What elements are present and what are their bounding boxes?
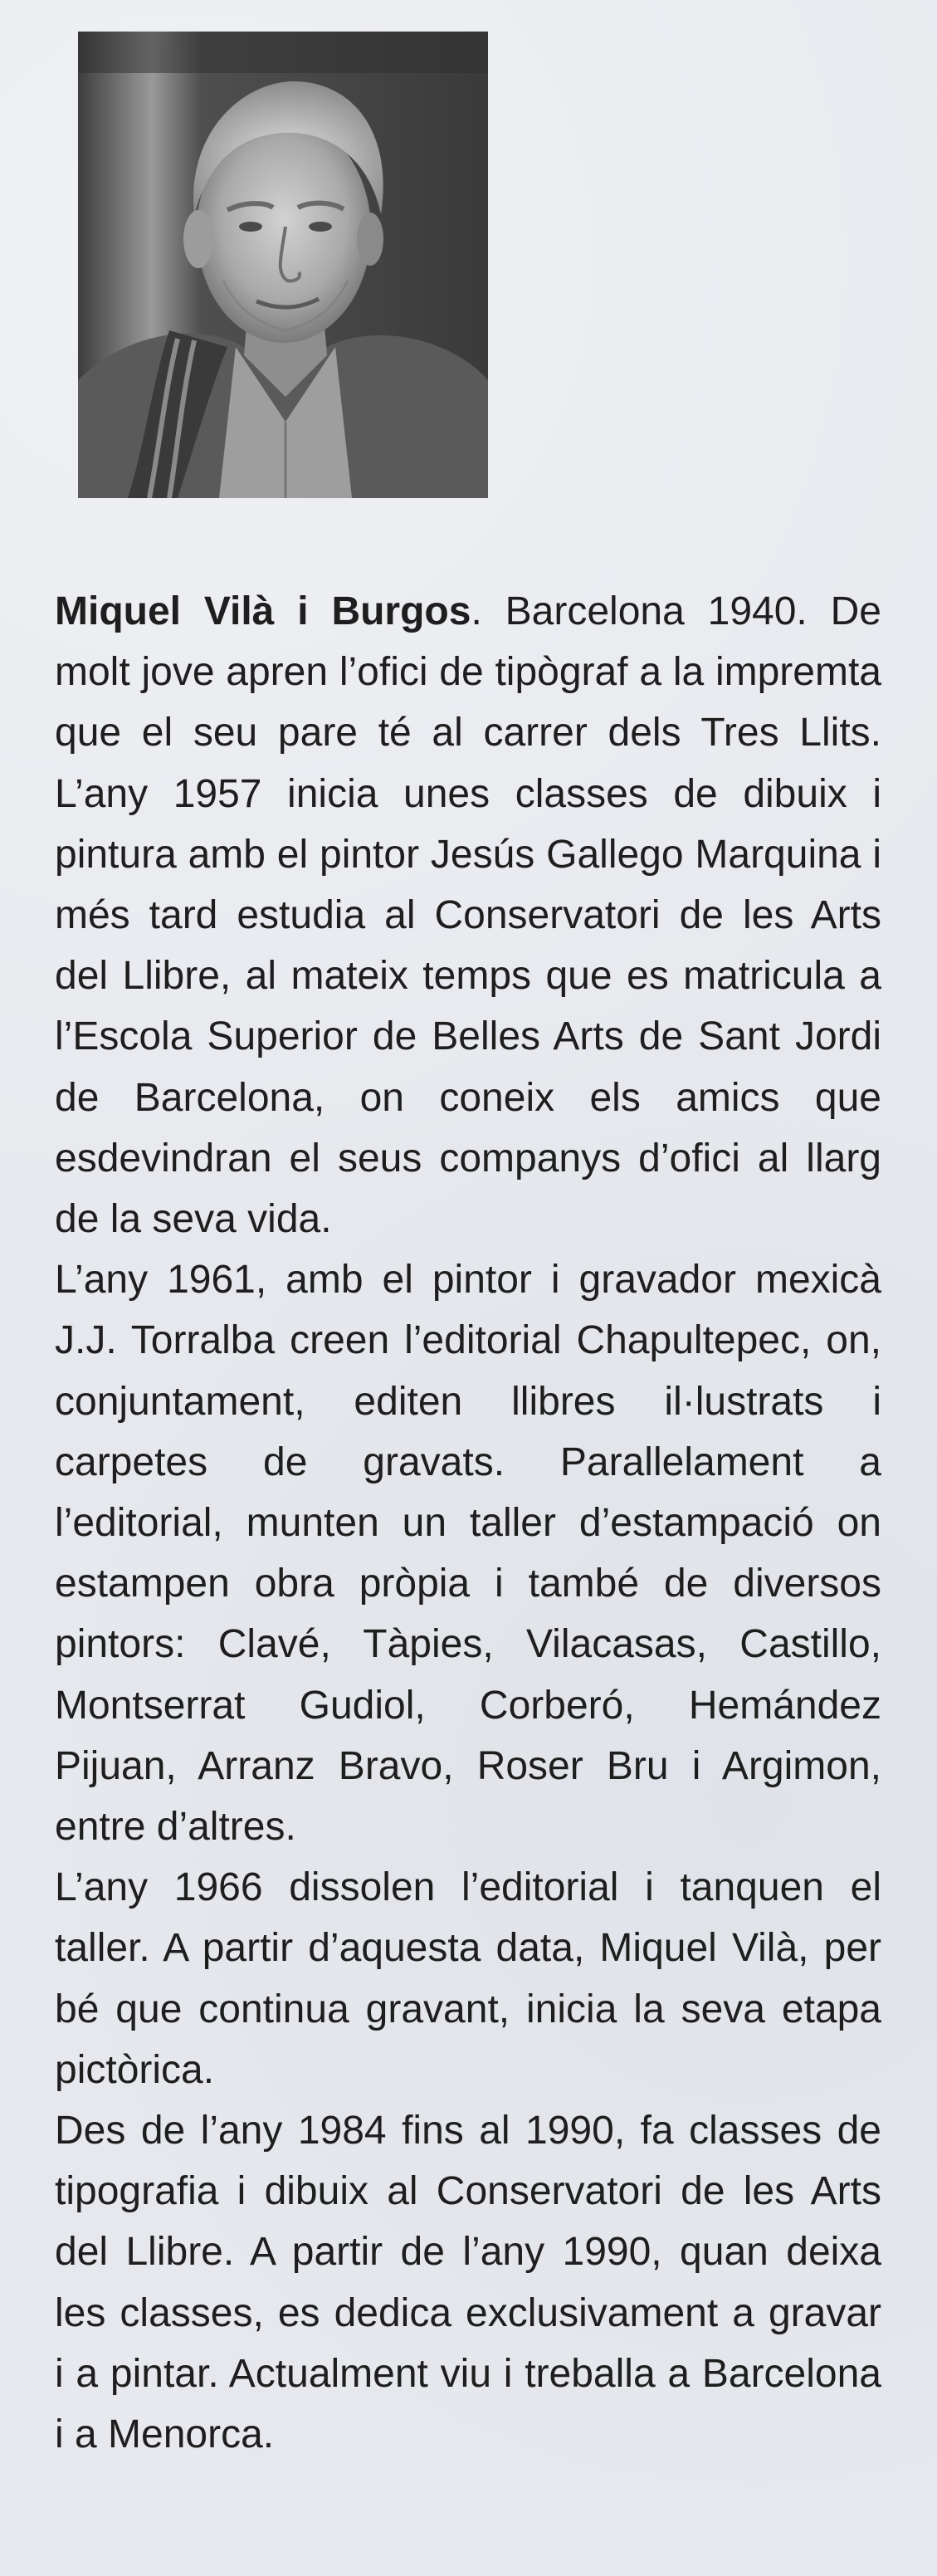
biography-text	[55, 581, 881, 2465]
author-portrait	[78, 32, 488, 498]
author-name: Miquel Vilà i Burgos	[55, 589, 471, 633]
portrait-photo	[78, 32, 488, 498]
bio-paragraph-4: Des de l’any 1984 fins al 1990, fa classes de tipografia i dibuix al Conservatori de les Arts del Llibre. A partir de l’any 1990, quan deixa les classes, es dedica exclusivament a gravar i a pintar. Actualment viu i treballa a Barcelona i a Menorca.	[55, 2109, 881, 2457]
bio-paragraph-1-text: . Barcelona 1940. De molt jove apren l’ofici de tipògraf a la impremta que el seu pare té al carrer dels Tres Llits. L’any 1957 inicia unes classes de dibuix i pintura amb el pintor Jesús Gallego Marquina i més tard estudia al Conservatori de les Arts del Llibre, al mateix temps que es matricula a l’Escola Superior de Belles Arts de Sant Jordi de Barcelona, on coneix els amics que esdevindran el seus companys d’ofici al llarg de la seva vida.	[55, 589, 881, 1242]
bio-paragraph-2: L’any 1961, amb el pintor i gravador mexicà J.J. Torralba creen l’editorial Chapultepec, on, conjuntament, editen llibres il·lustrats i carpetes de gravats. Parallelament a l’editorial, munten un taller d’estampació on estampen obra pròpia i també de diversos pintors: Clavé, Tàpies, Vilacasas, Castillo, Montserrat Gudiol, Corberó, Hemández Pijuan, Arranz Bravo, Roser Bru i Argimon, entre d’altres.	[55, 1258, 881, 1850]
bio-paragraph-1	[55, 581, 881, 1249]
bio-paragraph-3: L’any 1966 dissolen l’editorial i tanquen el taller. A partir d’aquesta data, Miquel Vilà, per bé que continua gravant, inicia la seva etapa pictòrica.	[55, 1865, 881, 2092]
